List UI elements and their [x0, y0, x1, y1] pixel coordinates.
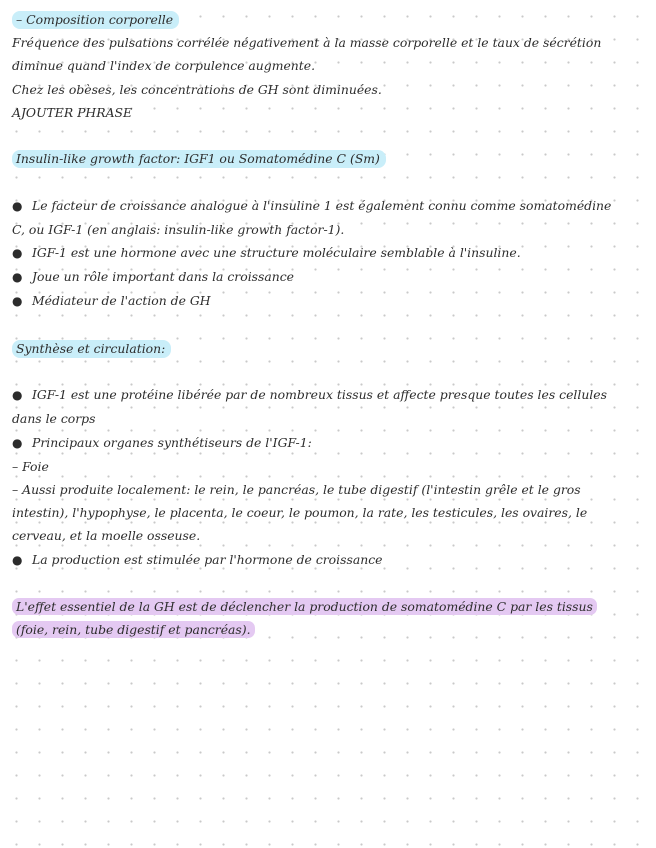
composition-line-3: Chez les obèses, les concentrations de GH sont diminuées.	[12, 81, 382, 97]
spacer	[12, 572, 642, 595]
igf-bullet-4	[12, 289, 642, 313]
composition-line-1: Fréquence des pulsations corrélée négativement à la masse corporelle et le taux de sécrétion	[12, 35, 602, 51]
synthese-local-3: cerveau, et la moelle osseuse.	[12, 528, 201, 544]
igf-heading: Insulin-like growth factor: IGF1 ou Somatomédine C (Sm)	[12, 150, 386, 168]
summary-line-2-text: (foie, rein, tube digestif et pancréas).	[12, 621, 255, 638]
bullet-icon: ●	[12, 198, 23, 213]
bullet-icon: ●	[12, 388, 23, 403]
spacer	[12, 170, 642, 193]
composition-heading: – Composition corporelle	[12, 11, 179, 29]
synthese-foie: – Foie	[12, 458, 49, 474]
igf-bullet-1-text: Le facteur de croissance analogue à l'insuline 1 est également connu comme somatomédine	[32, 197, 612, 213]
composition-line-4: AJOUTER PHRASE	[12, 104, 133, 120]
igf-bullet-2	[12, 241, 642, 265]
igf-bullet-2-text: IGF-1 est une hormone avec une structure moléculaire semblable à l'insuline.	[32, 245, 521, 260]
spacer	[12, 314, 642, 337]
igf-bullet-1	[12, 194, 642, 218]
bullet-icon: ●	[12, 294, 23, 309]
synthese-local-2: intestin), l'hypophyse, le placenta, le coeur, le poumon, la rate, les testicules, les ovaires, le	[12, 505, 588, 521]
composition-line-2: diminue quand l'index de corpulence augmente.	[12, 58, 316, 74]
bullet-icon: ●	[12, 552, 23, 567]
synthese-heading: Synthèse et circulation:	[12, 340, 171, 358]
synthese-heading-line	[12, 337, 642, 360]
igf-bullet-3-text: Joue un rôle important dans la croissance	[32, 269, 295, 285]
synthese-bullet-3-text: La production est stimulée par l'hormone de croissance	[32, 551, 383, 567]
bullet-icon: ●	[12, 246, 23, 260]
spacer	[12, 360, 642, 383]
summary-line-1	[12, 595, 642, 618]
igf-bullet-1-cont: C, ou IGF-1 (en anglais: insulin-like growth factor-1).	[12, 221, 345, 237]
synthese-local-1: – Aussi produite localement: le rein, le pancréas, le tube digestif (l'intestin grêle et le gros	[12, 482, 581, 497]
igf-heading-line	[12, 147, 642, 170]
summary-line-1-text: L'effet essentiel de la GH est de déclencher la production de somatomédine C par les tissus	[12, 598, 597, 615]
igf-bullet-3	[12, 265, 642, 289]
spacer	[12, 124, 642, 147]
synthese-bullet-2	[12, 431, 642, 455]
notes-page	[12, 8, 642, 641]
bullet-icon: ●	[12, 435, 23, 450]
synthese-bullet-1-cont: dans le corps	[12, 411, 96, 427]
synthese-bullet-1-text: IGF-1 est une protéine libérée par de nombreux tissus et affecte presque toutes les cellules	[32, 387, 607, 403]
bullet-icon: ●	[12, 270, 23, 285]
composition-heading-line	[12, 8, 642, 31]
synthese-bullet-1	[12, 383, 642, 407]
igf-bullet-4-text: Médiateur de l'action de GH	[32, 293, 211, 309]
synthese-bullet-2-text: Principaux organes synthétiseurs de l'IGF-1:	[32, 434, 312, 450]
synthese-bullet-3	[12, 548, 642, 572]
summary-line-2	[12, 618, 642, 641]
